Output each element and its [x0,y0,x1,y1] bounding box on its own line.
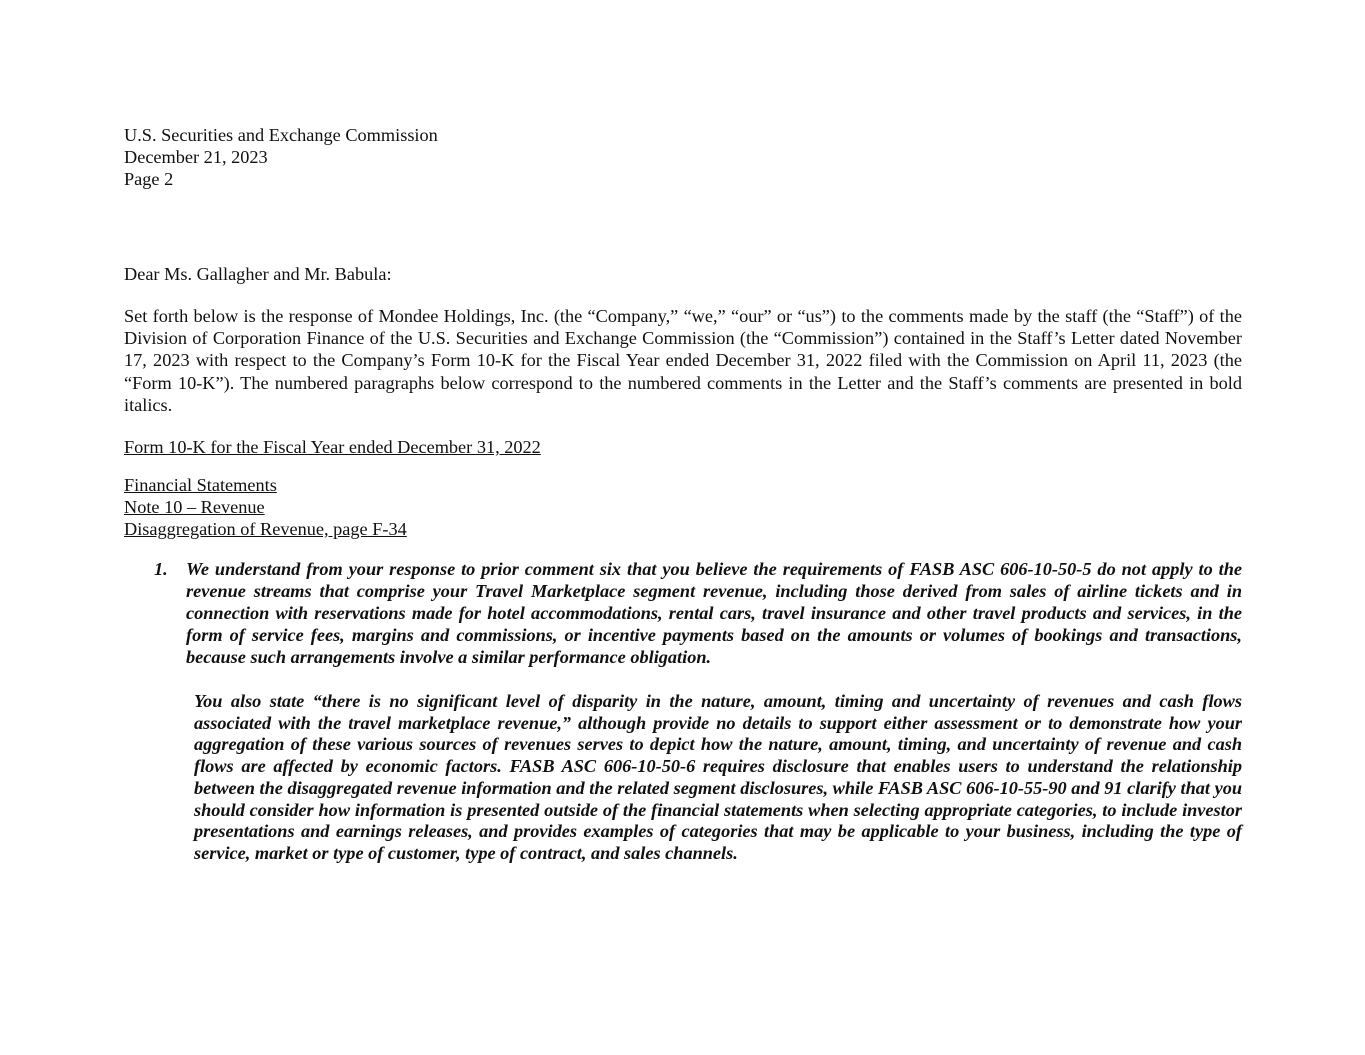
section-heading: Form 10-K for the Fiscal Year ended December 31, 2022 [124,437,541,458]
intro-paragraph: Set forth below is the response of Mondee Holdings, Inc. (the “Company,” “we,” “our” or “us”) to the comments made by the staff (the “Staff”) of the Division of Corporation Finance of the U.S. Securities and Exchange Commission (the “Commission”) contained in the Staff’s Letter dated November 17, 2023 with respect to the Company’s Form 10-K for the Fiscal Year ended December 31, 2022 filed with the Commission on April 11, 2023 (the “Form 10-K”). The numbered paragraphs below correspond to the numbered comments in the Letter and the Staff’s comments are presented in bold italics. [124,306,1242,415]
recipient-line: U.S. Securities and Exchange Commission [124,125,438,145]
salutation: Dear Ms. Gallagher and Mr. Babula: [124,264,392,284]
comment-text: We understand from your response to prior comment six that you believe the requirements of FASB ASC 606-10-50-5 do not apply to the revenue streams that comprise your Travel Marketplace segment revenue, including those derived from sales of airline tickets and in connection with reservations made for hotel accommodations, rental cars, travel insurance and other travel products and services, in the form of service fees, margins and commissions, or incentive payments based on the amounts or volumes of bookings and transactions, because such arrangements involve a similar performance obligation. [186,559,1242,668]
letter-page [124,124,1242,865]
subheading-financial-statements: Financial Statements [124,475,277,496]
subheading-disaggregation: Disaggregation of Revenue, page F-34 [124,519,407,540]
date-line: December 21, 2023 [124,147,268,167]
comment-1 [124,558,1242,668]
page-number: Page 2 [124,169,174,189]
subheadings [124,474,1242,540]
comment-number: 1. [154,559,168,580]
letter-header [124,124,1242,190]
subheading-note-10: Note 10 – Revenue [124,497,265,518]
comment-1-followup: You also state “there is no significant level of disparity in the nature, amount, timing and uncertainty of revenues and cash flows associated with the travel marketplace revenue,” although provide no details to support either assessment or to demonstrate how your aggregation of these various sources of revenues serves to depict how the nature, amount, timing, and uncertainty of revenue and cash flows are affected by economic factors. FASB ASC 606-10-50-6 requires disclosure that enables users to understand the relationship between the disaggregated revenue information and the related segment disclosures, while FASB ASC 606-10-55-90 and 91 clarify that you should consider how information is presented outside of the financial statements when selecting appropriate categories, to include investor presentations and earnings releases, and provides examples of categories that may be applicable to your business, including the type of service, market or type of customer, type of contract, and sales channels. [194,691,1242,863]
